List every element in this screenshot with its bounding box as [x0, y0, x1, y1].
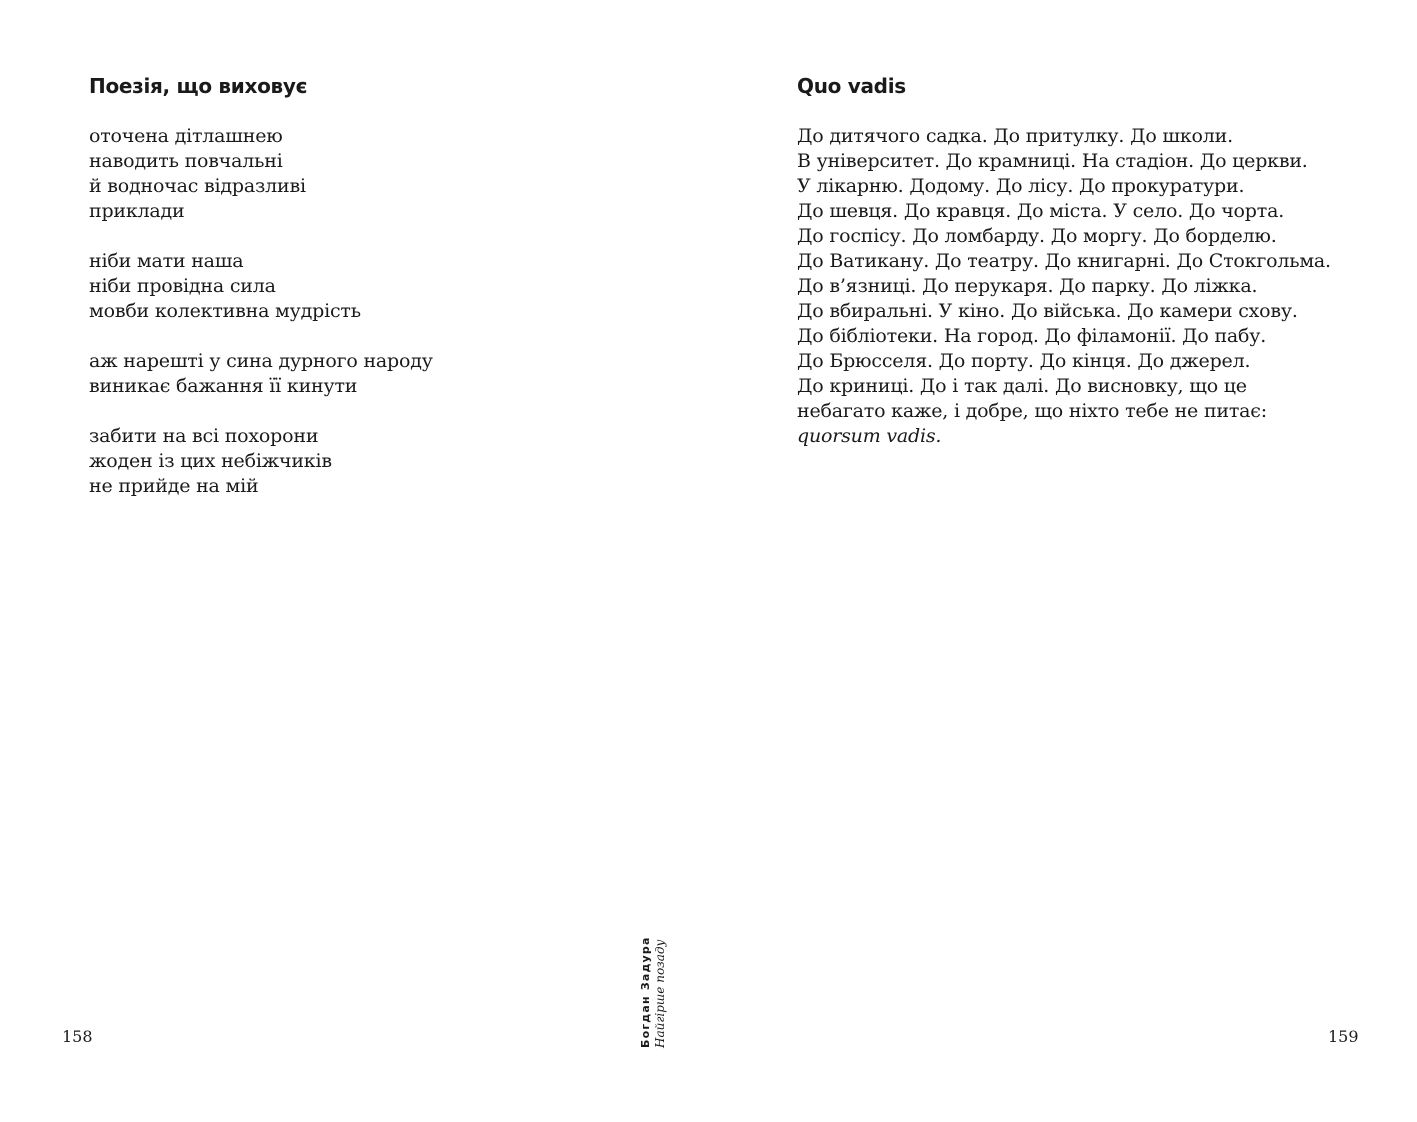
poem-line: й водночас відразливі [89, 175, 306, 197]
poem-title-left: Поезія, що виховує [89, 74, 308, 98]
poem-line: жоден із цих небіжчиків [89, 450, 332, 472]
poem-line: До дитячого садка. До притулку. До школи. [797, 125, 1233, 147]
poem-line: забити на всі похорони [89, 425, 319, 447]
poem-title-right: Quo vadis [797, 74, 906, 98]
running-head-author: Богдан Задура [639, 936, 652, 1048]
stanza [89, 424, 433, 499]
poem-line: не прийде на мій [89, 475, 259, 497]
poem-line: оточена дітлашнею [89, 125, 283, 147]
poem-line: До вбиральні. У кіно. До війська. До камери схову. [797, 300, 1298, 322]
poem-line: ніби мати наша [89, 250, 244, 272]
poem-line: До криниці. До і так далі. До висновку, що це [797, 375, 1247, 397]
poem-line: До Ватикану. До театру. До книгарні. До Стокгольма. [797, 250, 1331, 272]
poem-line: наводить повчальні [89, 150, 283, 172]
stanza [89, 249, 433, 324]
page-number-right: 159 [1328, 1027, 1359, 1046]
poem-line: У лікарню. Додому. До лісу. До прокуратури. [797, 175, 1245, 197]
poem-final-line: quorsum vadis. [797, 425, 942, 447]
poem-line: приклади [89, 200, 185, 222]
poem-line: ніби провідна сила [89, 275, 276, 297]
poem-body-right [797, 124, 1331, 474]
poem-body-left [89, 124, 433, 524]
poem-line: В університет. До крамниці. На стадіон. До церкви. [797, 150, 1308, 172]
page-number-left: 158 [62, 1027, 93, 1046]
poem-line: небагато каже, і добре, що ніхто тебе не питає: [797, 400, 1267, 422]
poem-line: виникає бажання її кинути [89, 375, 358, 397]
poem-line: До Брюсселя. До порту. До кінця. До джерел. [797, 350, 1251, 372]
poem-line: До госпісу. До ломбарду. До моргу. До борделю. [797, 225, 1277, 247]
poem-line: До шевця. До кравця. До міста. У село. До чорта. [797, 200, 1285, 222]
poem-line: До в’язниці. До перукаря. До парку. До ліжка. [797, 275, 1258, 297]
poem-line: мовби колективна мудрість [89, 300, 361, 322]
poem-line: аж нарешті у сина дурного народу [89, 350, 433, 372]
running-head-book-title: Найгірше позаду [653, 939, 667, 1048]
running-head [628, 936, 678, 1048]
stanza [797, 124, 1331, 449]
stanza [89, 124, 433, 224]
poem-line: До бібліотеки. На город. До філамонії. До пабу. [797, 325, 1267, 347]
right-page [708, 0, 1417, 1122]
stanza [89, 349, 433, 399]
left-page [0, 0, 708, 1122]
